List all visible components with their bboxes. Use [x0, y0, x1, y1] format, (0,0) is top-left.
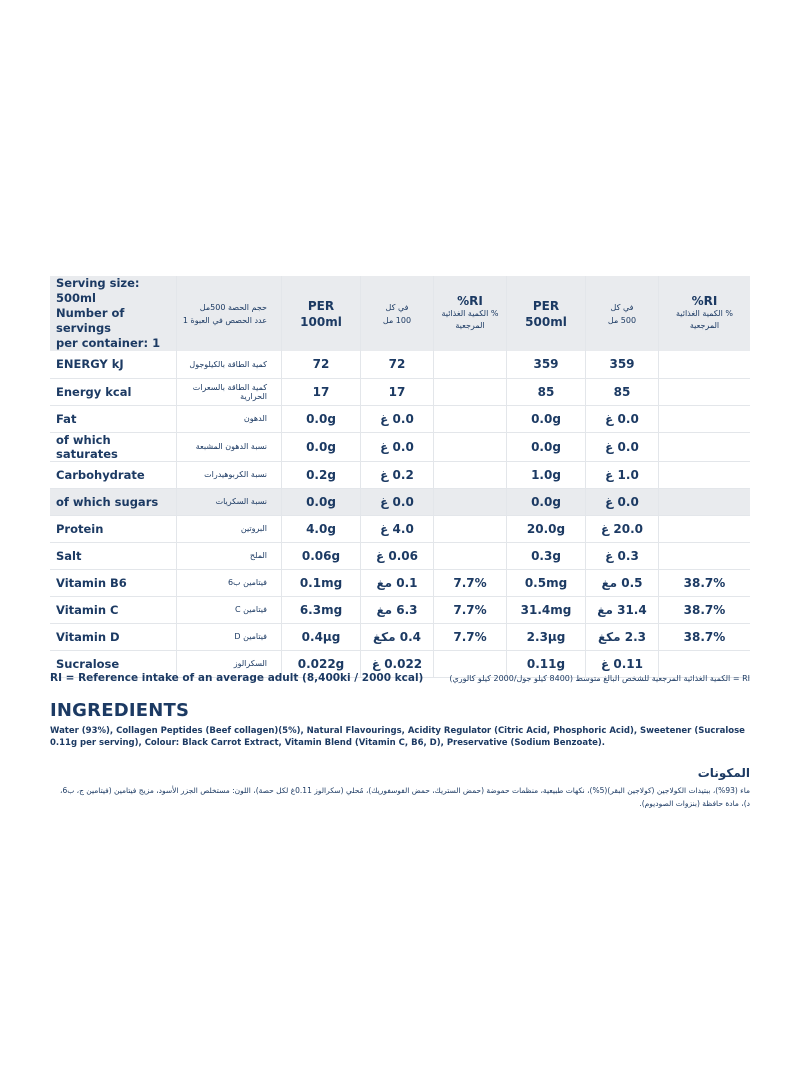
value-100ml: 6.3mg: [282, 596, 361, 623]
nutrient-name-arabic: نسبة السكريات: [177, 488, 282, 515]
value-100ml-arabic: 0.0 غ: [361, 488, 434, 515]
value-500ml-arabic: 1.0 غ: [586, 461, 659, 488]
ri-note: RI = Reference intake of an average adult (8,400ki / 2000 kcal): [50, 672, 424, 684]
nutrient-name: Energy kcal: [50, 378, 177, 405]
ri-500ml-header: %RI % الكمية الغذائية المرجعية: [676, 294, 733, 330]
ri-500ml: [659, 351, 751, 378]
value-100ml: 17: [282, 378, 361, 405]
value-500ml: 359: [507, 351, 586, 378]
ingredients-title-arabic: المكونات: [697, 766, 750, 780]
value-100ml: 0.1mg: [282, 569, 361, 596]
value-100ml: 0.0g: [282, 488, 361, 515]
nutrient-name: of which sugars: [50, 488, 177, 515]
value-100ml-arabic: 0.2 غ: [361, 461, 434, 488]
ri-100ml: [434, 650, 507, 677]
nutrient-name: of which saturates: [50, 432, 177, 461]
ri-500ml: 38.7%: [683, 629, 726, 644]
value-500ml-arabic: 0.3 غ: [586, 542, 659, 569]
ri-100ml: [434, 432, 507, 461]
nutrient-name-arabic: الدهون: [177, 405, 282, 432]
nutrient-name: Fat: [50, 405, 177, 432]
table-row: [50, 515, 750, 542]
ri-100ml: 7.7%: [434, 596, 507, 623]
table-row: [50, 542, 750, 569]
nutrient-name: Salt: [50, 542, 177, 569]
ri-500ml: 38.7%: [683, 575, 726, 590]
ri-100ml: [434, 378, 507, 405]
table-row: [50, 488, 750, 515]
value-500ml: 85: [507, 378, 586, 405]
ri-100ml: 7.7%: [434, 569, 507, 596]
value-500ml-arabic: 0.0 غ: [586, 405, 659, 432]
value-100ml: 0.2g: [282, 461, 361, 488]
value-500ml: 0.0g: [507, 405, 586, 432]
value-100ml: 0.0g: [282, 405, 361, 432]
ri-100ml: [434, 488, 507, 515]
ri-500ml: [659, 650, 751, 677]
nutrient-name-arabic: البروتين: [177, 515, 282, 542]
value-100ml-arabic: 72: [361, 351, 434, 378]
table-header-row: [50, 276, 750, 351]
value-100ml-arabic: 17: [361, 378, 434, 405]
nutrient-name-arabic: فيتامين C: [177, 596, 282, 623]
value-100ml-arabic: 6.3 مغ: [361, 596, 434, 623]
table-row: [50, 378, 750, 405]
ri-500ml: [659, 488, 751, 515]
nutrient-name-arabic: فيتامين ب6: [177, 569, 282, 596]
table-row: [50, 461, 750, 488]
nutrient-name: Protein: [50, 515, 177, 542]
value-100ml: 0.4µg: [282, 623, 361, 650]
value-500ml: 0.0g: [507, 432, 586, 461]
nutrient-name-arabic: السكرالوز: [177, 650, 282, 677]
nutrient-name: ENERGY kJ: [50, 351, 177, 378]
nutrient-name-arabic: نسبة الدهون المشبعة: [177, 432, 282, 461]
nutrient-name: Carbohydrate: [50, 461, 177, 488]
nutrient-name: Vitamin D: [50, 623, 177, 650]
value-500ml-arabic: 0.0 غ: [586, 488, 659, 515]
table-row: [50, 432, 750, 461]
ri-100ml: [434, 542, 507, 569]
value-100ml-arabic: 0.06 غ: [361, 542, 434, 569]
table-row: [50, 405, 750, 432]
ri-500ml: [659, 432, 751, 461]
ri-500ml: [659, 461, 751, 488]
value-100ml-arabic: 0.4 مكغ: [361, 623, 434, 650]
ri-500ml: [659, 405, 751, 432]
ri-100ml: [434, 515, 507, 542]
nutrient-name: Vitamin B6: [50, 569, 177, 596]
per-100ml-header: PER 100ml: [282, 276, 361, 351]
serving-info: Serving size: 500ml Number of servings per container: 1: [50, 276, 177, 351]
nutrition-table: [50, 276, 750, 678]
value-500ml: 2.3µg: [507, 623, 586, 650]
ri-100ml: [434, 461, 507, 488]
per-500ml-header-arabic: في كل 500 مل: [586, 276, 659, 351]
value-500ml-arabic: 20.0 غ: [586, 515, 659, 542]
value-500ml-arabic: 85: [586, 378, 659, 405]
value-100ml-arabic: 4.0 غ: [361, 515, 434, 542]
ri-100ml: 7.7%: [434, 623, 507, 650]
per-500ml-header: PER 500ml: [507, 276, 586, 351]
per-100ml-header-arabic: في كل 100 مل: [361, 276, 434, 351]
value-500ml-arabic: 0.0 غ: [586, 432, 659, 461]
ri-100ml: [434, 405, 507, 432]
ri-500ml: [659, 515, 751, 542]
ri-note-arabic: RI = الكمية الغذائية المرجعية للشخص البالغ متوسط (8400 كيلو جول/2000 كيلو كالوري): [449, 674, 750, 683]
value-100ml: 72: [282, 351, 361, 378]
nutrient-name-arabic: كمية الطاقة بالسعرات الحرارية: [177, 378, 282, 405]
value-100ml: 0.06g: [282, 542, 361, 569]
ingredients-text-arabic: ماء (93%)، ببتيدات الكولاجين (كولاجين البقر)(5%)، نكهات طبيعية، منظمات حموضة (حمض الستريك، حمض الفوسفوريك)، مُحلي (سكرالوز 0.11غ لكل حصة)، اللون: مستخلص الجزر الأسود، مزيج فيتامين (فيتامين ج، ب6، د)، مادة حافظة (بنزوات الصوديوم).: [60, 786, 750, 808]
table-row: [50, 623, 750, 650]
serving-info-arabic: حجم الحصة 500مل عدد الحصص في العبوة 1: [177, 276, 282, 351]
value-500ml-arabic: 31.4 مغ: [586, 596, 659, 623]
value-500ml: 0.5mg: [507, 569, 586, 596]
value-100ml: 0.0g: [282, 432, 361, 461]
ri-500ml: 38.7%: [683, 602, 726, 617]
value-500ml: 1.0g: [507, 461, 586, 488]
table-row: [50, 351, 750, 378]
ri-100ml-header: %RI % الكمية الغذائية المرجعية: [434, 276, 507, 351]
nutrient-name-arabic: كمية الطاقة بالكيلوجول: [177, 351, 282, 378]
nutrient-name-arabic: الملح: [177, 542, 282, 569]
value-100ml-arabic: 0.0 غ: [361, 405, 434, 432]
ingredients-text: Water (93%), Collagen Peptides (Beef collagen)(5%), Natural Flavourings, Acidity Regulator (Citric Acid, Phosphoric Acid), Sweetener (Sucralose 0.11g per serving), Colour: Black Carrot Extract, Vitamin Blend (Vitamin C, B6, D), Preservative (Sodium Benzoate).: [50, 726, 745, 748]
nutrient-name-arabic: فيتامين D: [177, 623, 282, 650]
nutrient-name: Vitamin C: [50, 596, 177, 623]
value-500ml-arabic: 0.5 مغ: [586, 569, 659, 596]
ri-500ml: [659, 378, 751, 405]
value-500ml: 20.0g: [507, 515, 586, 542]
value-100ml-arabic: 0.022 غ: [361, 650, 434, 677]
nutrient-name-arabic: نسبة الكربوهيدرات: [177, 461, 282, 488]
value-100ml-arabic: 0.0 غ: [361, 432, 434, 461]
ri-500ml: [659, 542, 751, 569]
value-500ml: 0.0g: [507, 488, 586, 515]
value-100ml: 4.0g: [282, 515, 361, 542]
value-500ml-arabic: 0.11 غ: [586, 650, 659, 677]
value-100ml-arabic: 0.1 مغ: [361, 569, 434, 596]
nutrient-name: Sucralose: [50, 650, 177, 677]
table-row: [50, 596, 750, 623]
value-500ml: 0.3g: [507, 542, 586, 569]
table-row: [50, 569, 750, 596]
value-500ml-arabic: 359: [586, 351, 659, 378]
value-500ml: 31.4mg: [507, 596, 586, 623]
value-500ml: 0.11g: [507, 650, 586, 677]
value-100ml: 0.022g: [282, 650, 361, 677]
ingredients-title: INGREDIENTS: [50, 700, 190, 721]
ri-100ml: [434, 351, 507, 378]
value-500ml-arabic: 2.3 مكغ: [586, 623, 659, 650]
